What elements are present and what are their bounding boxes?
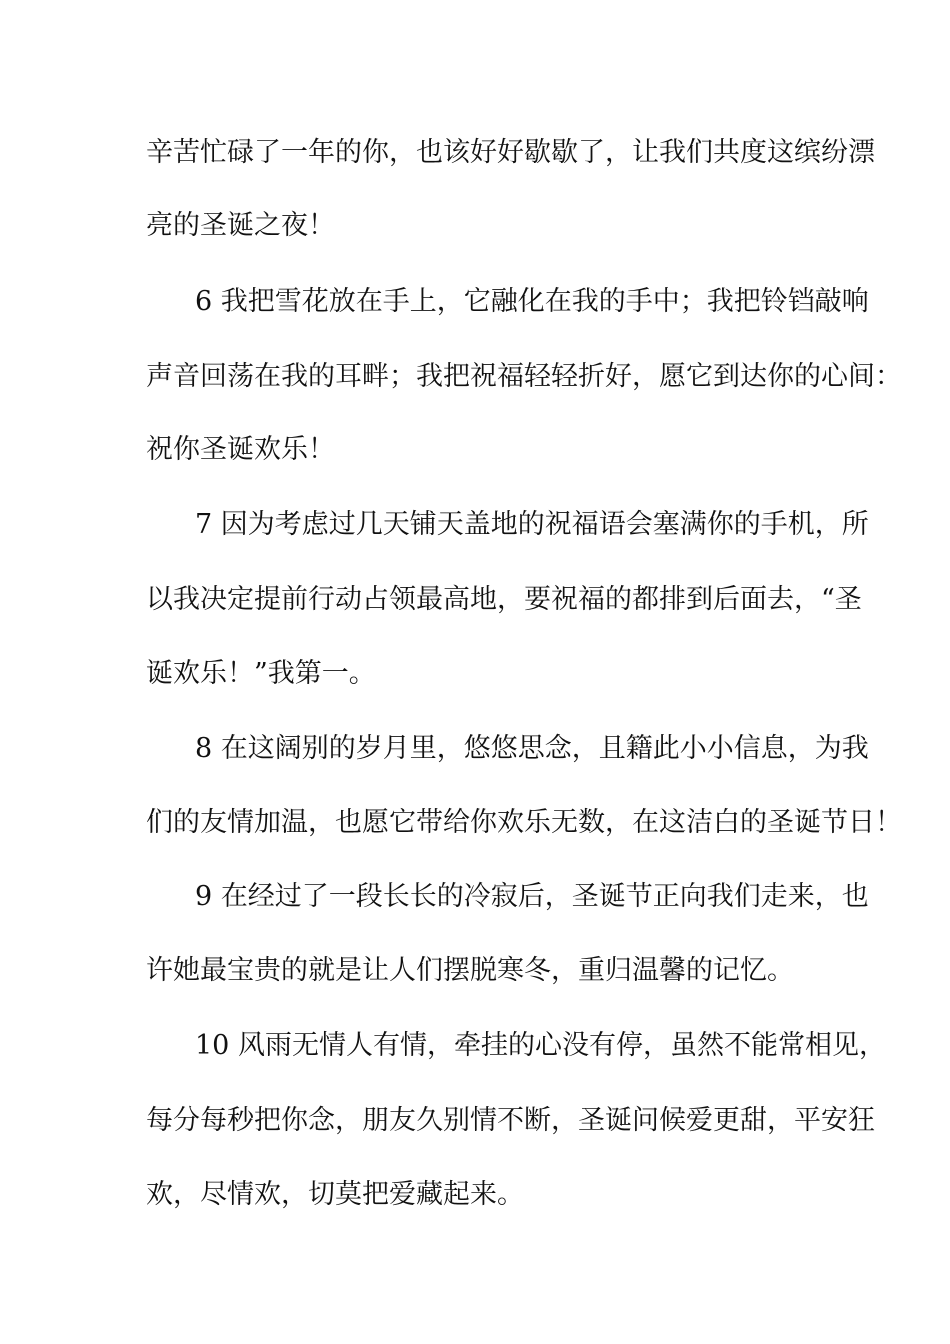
paragraph-first-line: 10 风雨无情人有情，牵挂的心没有停，虽然不能常相见，: [195, 1030, 886, 1061]
text-line: 们的友情加温，也愿它带给你欢乐无数，在这洁白的圣诞节日！: [146, 807, 902, 838]
paragraph-first-line: 8 在这阔别的岁月里，悠悠思念，且籍此小小信息，为我: [195, 733, 869, 764]
text-line: 辛苦忙碌了一年的你，也该好好歇歇了，让我们共度这缤纷漂: [146, 137, 875, 168]
text-line: 许她最宝贵的就是让人们摆脱寒冬，重归温馨的记忆。: [146, 955, 794, 986]
text-line: 祝你圣诞欢乐！: [146, 434, 335, 465]
paragraph-first-line: 9 在经过了一段长长的冷寂后，圣诞节正向我们走来，也: [195, 881, 869, 912]
text-line: 欢，尽情欢，切莫把爱藏起来。: [146, 1179, 524, 1210]
text-line: 亮的圣诞之夜！: [146, 210, 335, 241]
text-line: 以我决定提前行动占领最高地，要祝福的都排到后面去，“圣: [146, 584, 862, 615]
text-line: 每分每秒把你念，朋友久别情不断，圣诞问候爱更甜，平安狂: [146, 1105, 875, 1136]
paragraph-first-line: 6 我把雪花放在手上，它融化在我的手中；我把铃铛敲响: [195, 286, 869, 317]
text-line: 声音回荡在我的耳畔；我把祝福轻轻折好，愿它到达你的心间：: [146, 361, 902, 392]
text-line: 诞欢乐！”我第一。: [146, 658, 376, 689]
paragraph-first-line: 7 因为考虑过几天铺天盖地的祝福语会塞满你的手机，所: [195, 509, 869, 540]
